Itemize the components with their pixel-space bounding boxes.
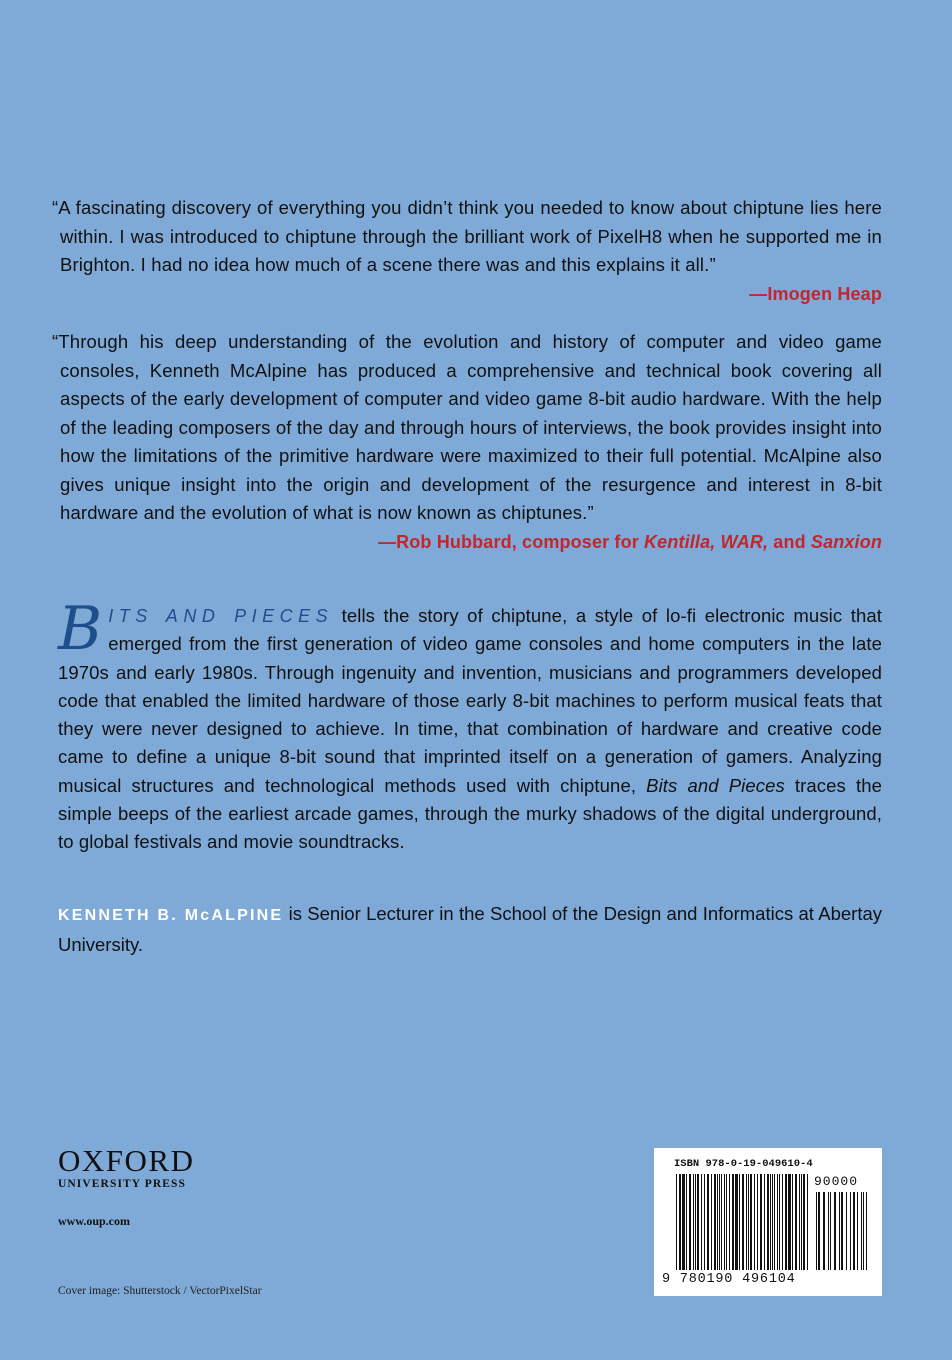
barcode-bar [732, 1174, 734, 1270]
barcode-addon-bar [846, 1192, 847, 1270]
barcode-addon-bar [816, 1192, 817, 1270]
barcode-digits: 9 780190 496104 [662, 1272, 796, 1287]
barcode-bar [711, 1174, 712, 1270]
barcode-addon-bar [861, 1192, 862, 1270]
description-text-b: traces the simple beeps of the earliest arcade games, through the murky shadows of the digital underground, to global festivals and movie soundtracks. [58, 774, 882, 853]
barcode-bar [719, 1174, 720, 1270]
barcode-bar [767, 1174, 769, 1270]
publisher-url[interactable]: www.oup.com [58, 1214, 131, 1228]
barcode-addon-bar [839, 1192, 840, 1270]
isbn-barcode [654, 1148, 882, 1296]
barcode-addon-bar [850, 1192, 851, 1270]
barcode-bar [782, 1174, 783, 1270]
description-text-a: tells the story of chiptune, a style of lo-fi electronic music that emerged from the first generation of video game consoles and home computers in the late 1970s and early 1980s. Through ingenuity and invention, musicians and programmers developed code that enabled the limited hardware of those early 8-bit machines to perform musical feats that they were never designed to achieve. In time, that combination of hardware and creative code came to define a unique 8-bit sound that imprinted itself on a generation of gamers. Analyzing musical structures and technological methods used with chiptune, [58, 605, 882, 796]
isbn-label: ISBN 978-0-19-049610-4 [674, 1158, 813, 1170]
barcode-bar [795, 1174, 797, 1270]
barcode-addon-bar [841, 1192, 843, 1270]
barcode-addon-bar [857, 1192, 858, 1270]
barcode-bar [772, 1174, 773, 1270]
barcode-bar [693, 1174, 694, 1270]
barcode-bar [788, 1174, 791, 1270]
barcode-bar [774, 1174, 775, 1270]
attribution-title-1: Kentilla, WAR, [644, 531, 769, 552]
barcode-bar [779, 1174, 780, 1270]
barcode-bar [750, 1174, 752, 1270]
barcode-bar [754, 1174, 755, 1270]
endorsement-quote-2 [52, 328, 882, 556]
publisher-name: OXFORD [58, 1143, 195, 1178]
barcode-bar [701, 1174, 702, 1270]
book-title-smallcaps: ITS AND PIECES [108, 606, 334, 626]
drop-cap: B [58, 594, 103, 664]
quote-text: “Through his deep understanding of the evolution and history of computer and video game consoles, Kenneth McAlpine has produced a comprehensive and technical book covering all aspects of the early development of computer and video game 8-bit audio hardware. With the help of the leading composers of the day and through hours of interviews, the book provides insight into how the limitations of the primitive hardware were maximized to their full potential. McAlpine also gives unique insight into the origin and development of the resurgence and interest in 8-bit hardware and the evolution of what is now known as chiptunes.” [52, 331, 882, 523]
barcode-bar [764, 1174, 765, 1270]
publisher-subname: UNIVERSITY PRESS [58, 1178, 187, 1190]
barcode-bar [717, 1174, 718, 1270]
barcode-addon-bar [863, 1192, 864, 1270]
quote-attribution: —Imogen Heap [749, 283, 882, 304]
barcode-bar [742, 1174, 744, 1270]
author-bio-text: is Senior Lecturer in the School of the Design and Informatics at Abertay University. [58, 903, 882, 955]
barcode-bar [682, 1174, 685, 1270]
quote-attribution [52, 528, 882, 556]
barcode-bar [721, 1174, 722, 1270]
barcode-bar [679, 1174, 681, 1270]
barcode-addon-bar [828, 1192, 829, 1270]
author-name: KENNETH B. McALPINE [58, 907, 284, 924]
barcode-bar [704, 1174, 705, 1270]
barcode-bar [760, 1174, 762, 1270]
endorsement-quote-1 [52, 194, 882, 308]
barcode-bar [697, 1174, 699, 1270]
attribution-mid: and [768, 531, 811, 552]
barcode-bar [792, 1174, 793, 1270]
barcode-addon-bar [866, 1192, 867, 1270]
barcode-bar [746, 1174, 747, 1270]
barcode-addon-bar [830, 1192, 831, 1270]
quote-text: “A fascinating discovery of everything you didn’t think you needed to know about chiptune lies here within. I was introduced to chiptune through the brilliant work of PixelH8 when he supported me in Brighton. I had no idea how much of a scene there was and this explains it all.” [52, 197, 882, 275]
barcode-bar [777, 1174, 778, 1270]
barcode-bar [726, 1174, 727, 1270]
barcode-bar [770, 1174, 771, 1270]
book-description [58, 594, 882, 857]
cover-credit: Cover image: Shutterstock / VectorPixelStar [58, 1285, 262, 1297]
book-title-italic: Bits and Pieces [646, 774, 785, 796]
barcode-bar [739, 1174, 740, 1270]
barcode-addon-number: 90000 [814, 1174, 859, 1189]
barcode-bar [748, 1174, 749, 1270]
barcode-bar [695, 1174, 696, 1270]
barcode-bar [801, 1174, 802, 1270]
barcode-bar [724, 1174, 725, 1270]
barcode-bar [729, 1174, 730, 1270]
barcode-bar [676, 1174, 677, 1270]
barcode-bar [785, 1174, 787, 1270]
barcode-bar [799, 1174, 800, 1270]
barcode-addon-bar [853, 1192, 855, 1270]
barcode-bar [707, 1174, 709, 1270]
barcode-bar [757, 1174, 758, 1270]
barcode-bar [714, 1174, 716, 1270]
attribution-title-2: Sanxion [810, 531, 882, 552]
barcode-bar [686, 1174, 687, 1270]
publisher-logo [58, 1143, 195, 1229]
author-bio [58, 900, 882, 959]
barcode-bar [735, 1174, 738, 1270]
barcode-addon-bar [823, 1192, 825, 1270]
barcode-addon-bar [834, 1192, 836, 1270]
barcode-bar [689, 1174, 691, 1270]
barcode-addon-bar [818, 1192, 820, 1270]
attribution-prefix: —Rob Hubbard, composer for [377, 531, 645, 552]
barcode-bar [807, 1174, 808, 1270]
barcode-bar [803, 1174, 805, 1270]
